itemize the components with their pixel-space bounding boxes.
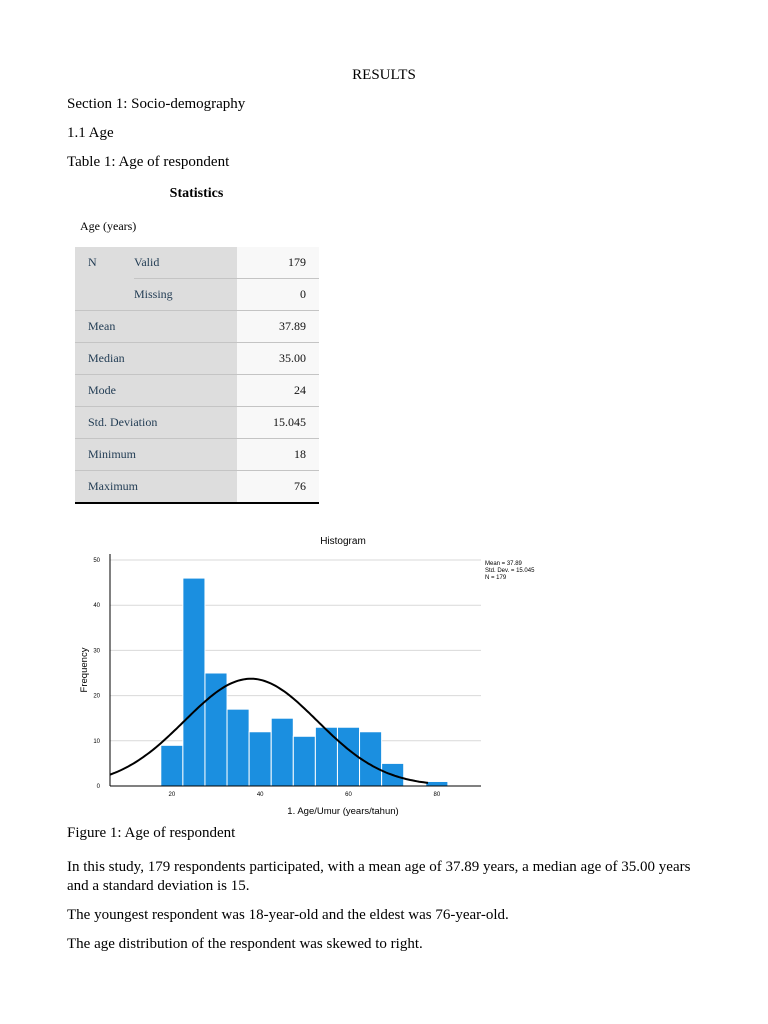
y-tick-label: 30 — [93, 648, 100, 655]
figure-caption: Figure 1: Age of respondent — [67, 825, 236, 841]
y-axis-label: Frequency — [79, 647, 90, 693]
legend-n: N = 179 — [485, 575, 507, 581]
table-row — [75, 311, 319, 343]
legend-mean: Mean = 37.89 — [485, 561, 522, 567]
section-heading: Section 1: Socio-demography — [67, 96, 246, 112]
table-row — [75, 407, 319, 439]
histogram-bar — [161, 745, 183, 786]
legend-std-dev: Std. Dev. = 15.045 — [485, 568, 535, 574]
table-row — [75, 247, 319, 279]
histogram-bar — [227, 709, 249, 786]
minimum-label: Minimum — [75, 439, 237, 471]
table-row — [75, 471, 319, 504]
statistics-title: Statistics — [169, 186, 224, 201]
histogram-bar — [293, 736, 315, 786]
subsection-heading: 1.1 Age — [67, 125, 114, 141]
mean-value: 37.89 — [237, 311, 319, 343]
y-tick-label: 0 — [96, 784, 100, 790]
distribution-paragraph: The age distribution of the respondent was skewed to right. — [67, 936, 423, 952]
maximum-label: Maximum — [75, 471, 237, 504]
table-row — [75, 375, 319, 407]
valid-value: 179 — [237, 247, 319, 279]
std-deviation-value: 15.045 — [237, 407, 319, 439]
table-caption: Table 1: Age of respondent — [67, 154, 230, 170]
age-histogram-chart — [76, 530, 556, 822]
table-row — [75, 279, 319, 311]
valid-label: Valid — [134, 247, 237, 279]
mean-label: Mean — [75, 311, 237, 343]
x-tick-label: 40 — [256, 792, 264, 798]
median-value: 35.00 — [237, 343, 319, 375]
chart-legend — [485, 561, 535, 581]
maximum-value: 76 — [237, 471, 319, 504]
statistics-variable-label: Age (years) — [80, 219, 137, 233]
x-tick-label: 60 — [345, 792, 352, 798]
histogram-bar — [271, 718, 293, 786]
range-paragraph: The youngest respondent was 18-year-old and the eldest was 76-year-old. — [67, 907, 509, 923]
y-tick-label: 50 — [93, 558, 100, 564]
document-title: RESULTS — [352, 67, 416, 83]
histogram-bar — [360, 732, 382, 786]
table-row — [75, 439, 319, 471]
mode-label: Mode — [75, 375, 237, 407]
missing-label: Missing — [134, 279, 237, 311]
missing-value: 0 — [237, 279, 319, 311]
histogram-bar — [205, 673, 227, 786]
n-label-continuation — [75, 279, 134, 311]
x-tick-label: 20 — [168, 792, 176, 798]
y-tick-label: 20 — [93, 693, 100, 700]
statistics-table — [75, 247, 319, 504]
x-axis-label: 1. Age/Umur (years/tahun) — [287, 806, 399, 817]
histogram-bar — [426, 781, 448, 786]
median-label: Median — [75, 343, 237, 375]
chart-title: Histogram — [320, 536, 366, 547]
n-label: N — [75, 247, 134, 279]
summary-paragraph: In this study, 179 respondents participated, with a mean age of 37.89 years, a median age of 35.00 years and a standard deviation is 15. — [67, 859, 691, 894]
std-deviation-label: Std. Deviation — [75, 407, 237, 439]
y-tick-label: 40 — [93, 603, 100, 610]
mode-value: 24 — [237, 375, 319, 407]
y-tick-label: 10 — [93, 738, 100, 745]
table-row — [75, 343, 319, 375]
histogram-bar — [183, 578, 205, 786]
minimum-value: 18 — [237, 439, 319, 471]
x-tick-label: 80 — [433, 792, 441, 798]
histogram-bar — [249, 732, 271, 786]
